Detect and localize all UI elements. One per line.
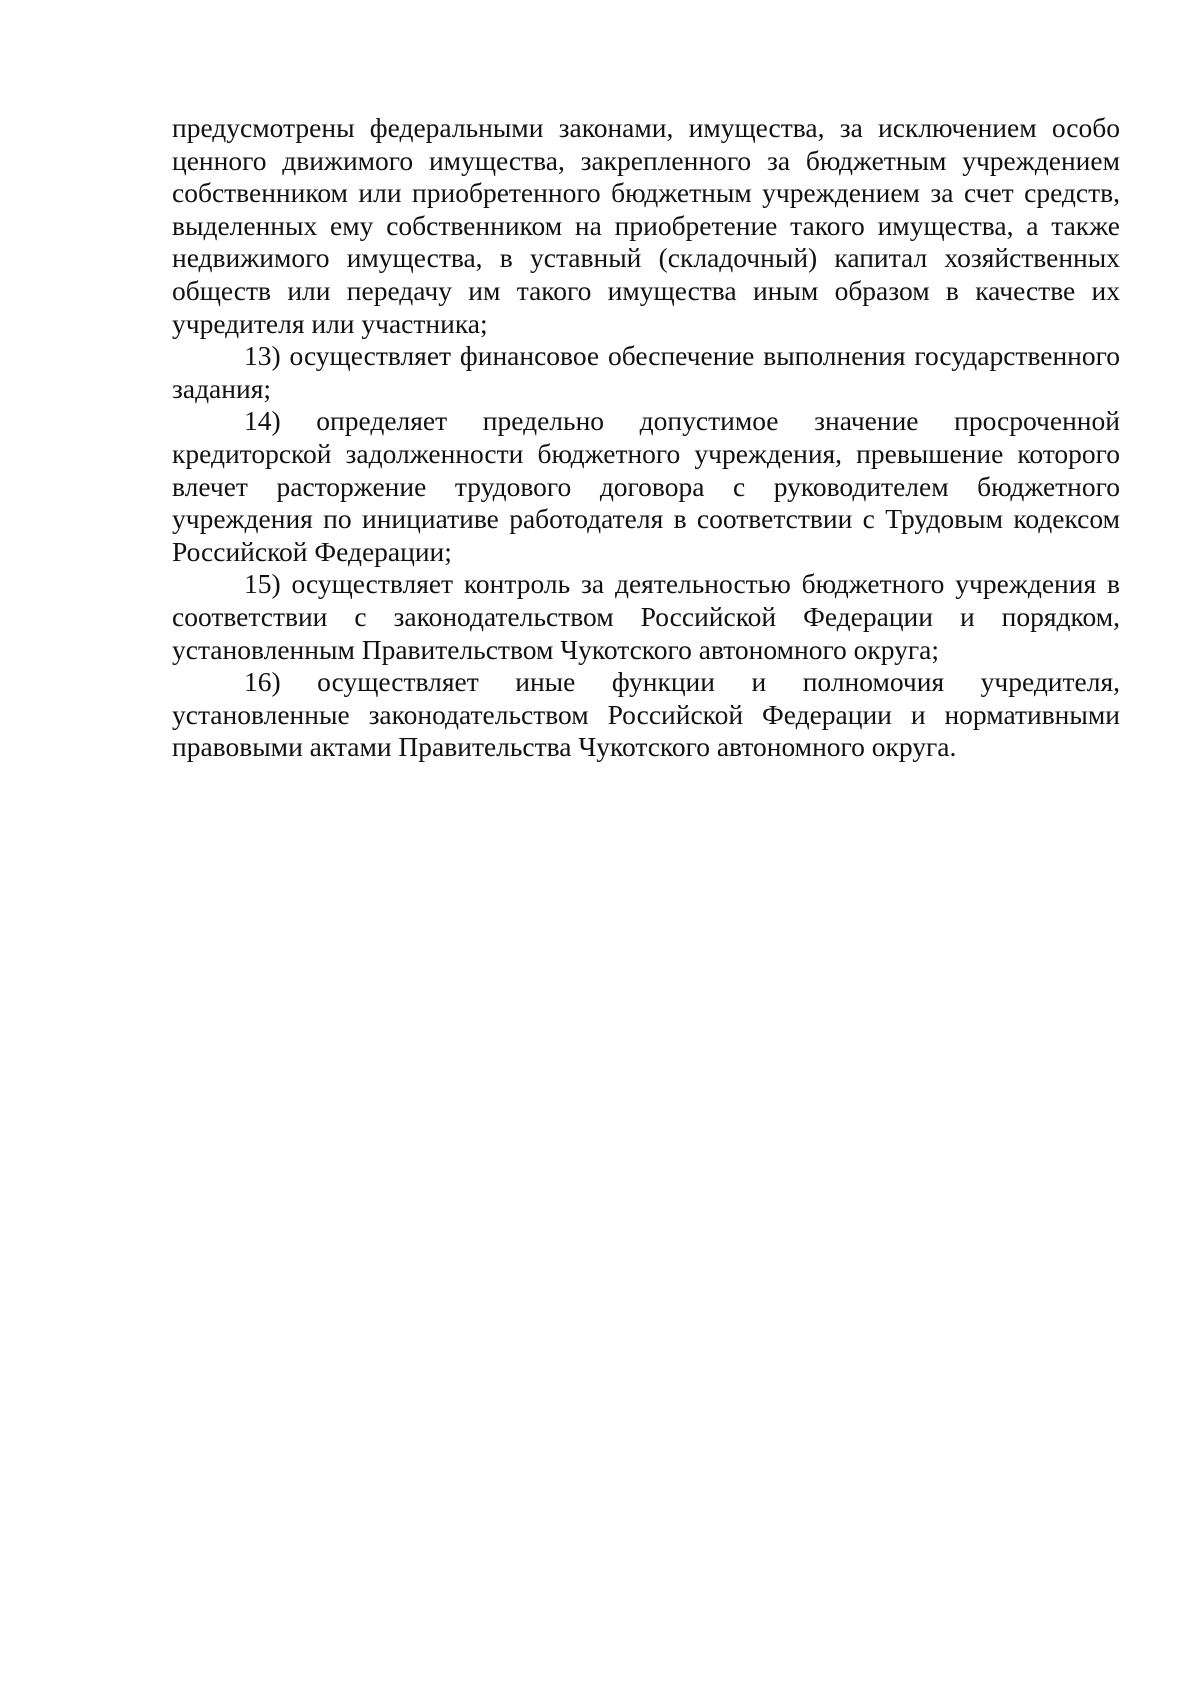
document-page	[172, 112, 1120, 764]
paragraph-item-13: 13) осуществляет финансовое обеспечение выполнения государственного задания;	[172, 340, 1120, 404]
paragraph-item-14: 14) определяет предельно допустимое значение просроченной кредиторской задолженности бюджетного учреждения, превышение которого влечет расторжение трудового договора с руководителем бюджетного учреждения по инициативе работодателя в соответствии с Трудовым кодексом Российской Федерации;	[172, 405, 1120, 567]
paragraph-continuation: предусмотрены федеральными законами, имущества, за исключением особо ценного движимого имущества, закрепленного за бюджетным учреждением собственником или приобретенного бюджетным учреждением за счет средств, выделенных ему собственником на приобретение такого имущества, а также недвижимого имущества, в уставный (складочный) капитал хозяйственных обществ или передачу им такого имущества иным образом в качестве их учредителя или участника;	[172, 112, 1120, 339]
paragraph-item-16: 16) осуществляет иные функции и полномочия учредителя, установленные законодательством Российской Федерации и нормативными правовыми актами Правительства Чукотского автономного округа.	[172, 666, 1120, 763]
paragraph-item-15: 15) осуществляет контроль за деятельностью бюджетного учреждения в соответствии с законодательством Российской Федерации и порядком, установленным Правительством Чукотского автономного округа;	[172, 568, 1120, 665]
